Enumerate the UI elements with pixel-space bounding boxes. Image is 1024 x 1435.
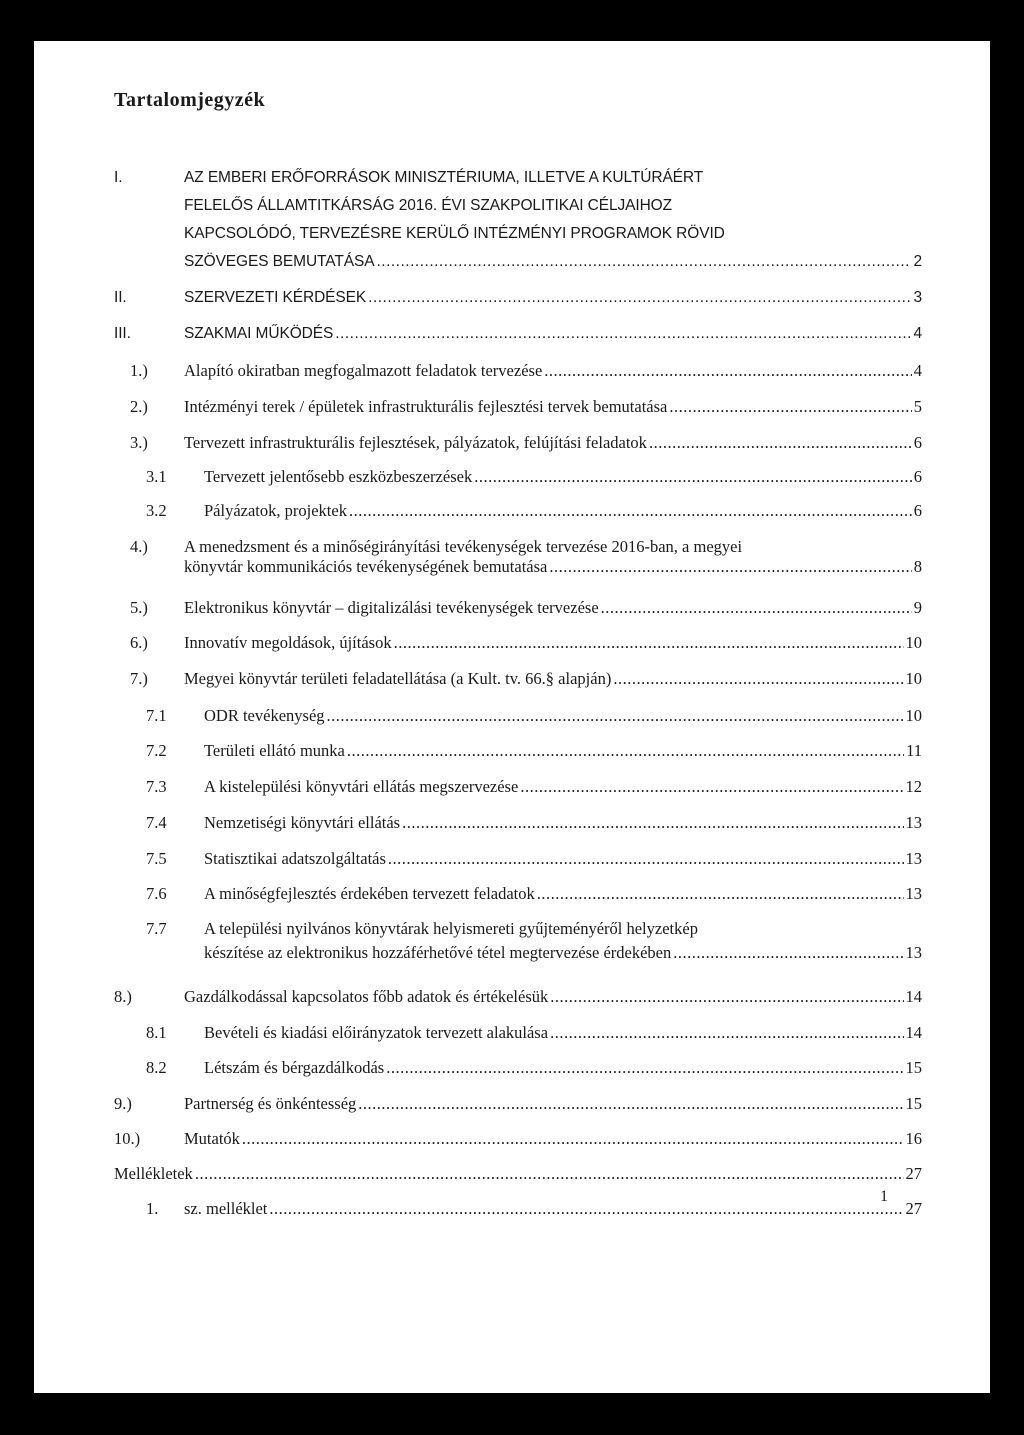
toc-entry-last-line bbox=[204, 1023, 922, 1043]
toc-entry-last-line bbox=[184, 433, 922, 453]
toc-entry-title: Intézményi terek / épületek infrastrukturális fejlesztési tervek bemutatása bbox=[184, 397, 668, 416]
toc-entry-last-line bbox=[184, 633, 922, 653]
toc-entry-last-line bbox=[184, 669, 922, 689]
toc-entry-title: Megyei könyvtár területi feladatellátása (a Kult. tv. 66.§ alapján) bbox=[184, 669, 612, 688]
toc-entry-last-line bbox=[184, 397, 922, 417]
toc-entry-title: készítése az elektronikus hozzáférhetővé tétel megtervezése érdekében bbox=[204, 943, 672, 962]
toc-dot-leader bbox=[520, 777, 903, 797]
toc-dot-leader bbox=[335, 324, 911, 344]
toc-entry-page: 14 bbox=[905, 987, 922, 1006]
toc-entry-last-line bbox=[204, 813, 922, 833]
toc-entry-last-line bbox=[184, 1129, 922, 1149]
toc-entry[interactable] bbox=[130, 633, 922, 653]
toc-entry-number: 6.) bbox=[130, 633, 148, 652]
toc-entry-page: 27 bbox=[905, 1199, 922, 1218]
toc-dot-leader bbox=[269, 1199, 903, 1219]
toc-entry-page: 13 bbox=[905, 943, 922, 962]
toc-entry-number: 1.) bbox=[130, 361, 148, 380]
toc-dot-leader bbox=[673, 943, 903, 963]
toc-entry[interactable] bbox=[114, 1094, 922, 1114]
toc-entry-number: 1. bbox=[146, 1199, 159, 1218]
toc-entry[interactable] bbox=[146, 777, 922, 797]
toc-entry-title: Mellékletek bbox=[114, 1164, 193, 1183]
toc-entry[interactable] bbox=[130, 361, 922, 381]
toc-entry-title: Bevételi és kiadási előirányzatok tervezett alakulása bbox=[204, 1023, 549, 1042]
toc-entry-number: 10.) bbox=[114, 1129, 141, 1148]
toc-entry-number: 7.3 bbox=[146, 777, 167, 796]
toc-dot-leader bbox=[347, 741, 904, 761]
toc-entry-text-line: KAPCSOLÓDÓ, TERVEZÉSRE KERÜLŐ INTÉZMÉNYI PROGRAMOK RÖVID bbox=[184, 225, 725, 242]
toc-entry[interactable] bbox=[146, 467, 922, 487]
toc-entry[interactable] bbox=[146, 813, 922, 833]
toc-entry-text-line: AZ EMBERI ERŐFORRÁSOK MINISZTÉRIUMA, ILLETVE A KULTÚRÁÉRT bbox=[184, 169, 704, 186]
toc-entry-page: 16 bbox=[905, 1129, 922, 1148]
toc-entry-page: 3 bbox=[913, 289, 922, 306]
toc-entry-title: A kistelepülési könyvtári ellátás megszervezése bbox=[204, 777, 519, 796]
toc-entry-page: 13 bbox=[905, 813, 922, 832]
toc-entry-title: Statisztikai adatszolgáltatás bbox=[204, 849, 386, 868]
toc-entry-last-line bbox=[184, 1199, 922, 1219]
toc-dot-leader bbox=[613, 669, 903, 689]
toc-entry-last-line bbox=[204, 884, 922, 904]
toc-entry-last-line bbox=[184, 557, 922, 577]
toc-entry-number: I. bbox=[114, 169, 123, 186]
toc-entry-page: 13 bbox=[905, 849, 922, 868]
toc-entry-last-line bbox=[184, 288, 922, 308]
toc-entry[interactable] bbox=[146, 706, 922, 726]
toc-entry[interactable] bbox=[146, 501, 922, 521]
toc-entry-page: 10 bbox=[905, 669, 922, 688]
toc-dot-leader bbox=[549, 557, 911, 577]
toc-entry-title: Alapító okiratban megfogalmazott feladatok tervezése bbox=[184, 361, 543, 380]
document-page bbox=[34, 41, 990, 1393]
toc-entry-title: SZAKMAI MŰKÖDÉS bbox=[184, 325, 334, 342]
toc-entry-last-line bbox=[204, 467, 922, 487]
toc-entry[interactable] bbox=[146, 1199, 922, 1219]
toc-dot-leader bbox=[349, 501, 912, 521]
toc-dot-leader bbox=[669, 397, 911, 417]
toc-dot-leader bbox=[195, 1164, 904, 1184]
toc-entry-title: Mutatók bbox=[184, 1129, 240, 1148]
toc-entry-number: 3.2 bbox=[146, 501, 167, 520]
toc-entry-number: 8.2 bbox=[146, 1058, 167, 1077]
toc-entry[interactable] bbox=[114, 288, 922, 308]
toc-entry-number: 8.1 bbox=[146, 1023, 167, 1042]
toc-entry-title: sz. melléklet bbox=[184, 1199, 268, 1218]
toc-entry-page: 11 bbox=[906, 741, 922, 760]
toc-dot-leader bbox=[537, 884, 904, 904]
toc-entry-page: 13 bbox=[905, 884, 922, 903]
toc-dot-leader bbox=[388, 849, 904, 869]
toc-entry-number: 9.) bbox=[114, 1094, 132, 1113]
toc-entry[interactable] bbox=[146, 884, 922, 904]
toc-entry[interactable] bbox=[114, 168, 922, 272]
toc-entry-number: 7.2 bbox=[146, 741, 167, 760]
toc-entry-last-line bbox=[204, 849, 922, 869]
toc-entry-number: 4.) bbox=[130, 537, 148, 556]
toc-dot-leader bbox=[601, 598, 912, 618]
toc-dot-leader bbox=[474, 467, 912, 487]
toc-dot-leader bbox=[242, 1129, 904, 1149]
toc-entry-title: Nemzetiségi könyvtári ellátás bbox=[204, 813, 401, 832]
toc-entry-title: Elektronikus könyvtár – digitalizálási tevékenységek tervezése bbox=[184, 598, 599, 617]
toc-entry-page: 6 bbox=[913, 433, 922, 452]
toc-entry-number: 7.4 bbox=[146, 813, 167, 832]
toc-entry-number: 7.6 bbox=[146, 884, 167, 903]
toc-entry-last-line bbox=[184, 361, 922, 381]
toc-entry-page: 5 bbox=[913, 397, 922, 416]
toc-entry-number: 5.) bbox=[130, 598, 148, 617]
toc-entry[interactable] bbox=[114, 1129, 922, 1149]
toc-entry[interactable] bbox=[146, 1023, 922, 1043]
toc-entry-last-line bbox=[204, 777, 922, 797]
toc-entry-title: Tervezett jelentősebb eszközbeszerzések bbox=[204, 467, 473, 486]
toc-dot-leader bbox=[649, 433, 912, 453]
toc-entry-text-line: FELELŐS ÁLLAMTITKÁRSÁG 2016. ÉVI SZAKPOLITIKAI CÉLJAIHOZ bbox=[184, 197, 672, 214]
toc-entry[interactable] bbox=[146, 741, 922, 761]
toc-dot-leader bbox=[394, 633, 904, 653]
toc-entry-number: 8.) bbox=[114, 987, 132, 1006]
toc-entry-page: 9 bbox=[913, 598, 922, 617]
toc-entry[interactable] bbox=[130, 433, 922, 453]
toc-entry-page: 12 bbox=[905, 777, 922, 796]
toc-entry-title: Tervezett infrastrukturális fejlesztések, pályázatok, felújítási feladatok bbox=[184, 433, 647, 452]
toc-entry-number: 7.7 bbox=[146, 919, 167, 938]
toc-entry-last-line bbox=[184, 598, 922, 618]
page-number: 1 bbox=[880, 1188, 888, 1205]
toc-dot-leader bbox=[544, 361, 911, 381]
toc-entry[interactable] bbox=[114, 324, 922, 344]
toc-entry-title: ODR tevékenység bbox=[204, 706, 325, 725]
toc-entry-number: 7.1 bbox=[146, 706, 167, 725]
toc-entry[interactable] bbox=[114, 1164, 922, 1184]
toc-entry-page: 27 bbox=[905, 1164, 922, 1183]
toc-entry[interactable] bbox=[130, 397, 922, 417]
toc-entry-page: 6 bbox=[913, 467, 922, 486]
toc-entry-number: 7.) bbox=[130, 669, 148, 688]
toc-entry-page: 8 bbox=[913, 557, 922, 576]
toc-entry[interactable] bbox=[130, 669, 922, 689]
toc-entry-title: Partnerség és önkéntesség bbox=[184, 1094, 357, 1113]
toc-entry-page: 15 bbox=[905, 1094, 922, 1113]
toc-entry-last-line bbox=[204, 1058, 922, 1078]
toc-entry[interactable] bbox=[146, 919, 922, 963]
toc-entry[interactable] bbox=[130, 537, 922, 577]
toc-entry-number: II. bbox=[114, 289, 127, 306]
toc-entry-title: A minőségfejlesztés érdekében tervezett feladatok bbox=[204, 884, 535, 903]
toc-dot-leader bbox=[550, 1023, 903, 1043]
toc-entry-text-line: A menedzsment és a minőségirányítási tevékenységek tervezése 2016-ban, a megyei bbox=[184, 537, 743, 556]
toc-dot-leader bbox=[376, 252, 911, 272]
toc-entry-text-line: A települési nyilvános könyvtárak helyismereti gyűjteményéről helyzetkép bbox=[204, 919, 698, 938]
toc-entry-title: Innovatív megoldások, újítások bbox=[184, 633, 392, 652]
toc-entry-page: 2 bbox=[913, 253, 922, 270]
toc-entry-page: 4 bbox=[913, 325, 922, 342]
toc-entry-number: III. bbox=[114, 325, 131, 342]
toc-title: Tartalomjegyzék bbox=[114, 89, 266, 111]
toc-entry-title: SZÖVEGES BEMUTATÁSA bbox=[184, 253, 375, 270]
toc-entry-last-line bbox=[204, 741, 922, 761]
toc-entry[interactable] bbox=[146, 1058, 922, 1078]
toc-entry-title: Gazdálkodással kapcsolatos főbb adatok és értékelésük bbox=[184, 987, 549, 1006]
toc-entry-title: könyvtár kommunikációs tevékenységének bemutatása bbox=[184, 557, 548, 576]
toc-entry-page: 6 bbox=[913, 501, 922, 520]
toc-entry-last-line bbox=[184, 987, 922, 1007]
toc-entry-last-line bbox=[204, 501, 922, 521]
toc-dot-leader bbox=[368, 288, 911, 308]
toc-entry[interactable] bbox=[130, 598, 922, 618]
toc-entry[interactable] bbox=[114, 987, 922, 1007]
toc-dot-leader bbox=[358, 1094, 903, 1114]
toc-entry[interactable] bbox=[146, 849, 922, 869]
toc-entry-last-line bbox=[184, 324, 922, 344]
toc-entry-title: Létszám és bérgazdálkodás bbox=[204, 1058, 385, 1077]
toc-entry-page: 15 bbox=[905, 1058, 922, 1077]
toc-entry-number: 7.5 bbox=[146, 849, 167, 868]
toc-entry-page: 10 bbox=[905, 633, 922, 652]
toc-entry-last-line bbox=[204, 943, 922, 963]
toc-entry-page: 4 bbox=[913, 361, 922, 380]
toc-entry-number: 3.1 bbox=[146, 467, 167, 486]
toc-entry-page: 14 bbox=[905, 1023, 922, 1042]
toc-entry-last-line bbox=[184, 252, 922, 272]
toc-dot-leader bbox=[402, 813, 903, 833]
toc-dot-leader bbox=[327, 706, 904, 726]
toc-entry-title: Pályázatok, projektek bbox=[204, 501, 347, 520]
toc-entry-last-line bbox=[204, 706, 922, 726]
toc-entry-number: 3.) bbox=[130, 433, 148, 452]
toc-entry-last-line bbox=[184, 1094, 922, 1114]
toc-dot-leader bbox=[386, 1058, 903, 1078]
toc-entry-title: SZERVEZETI KÉRDÉSEK bbox=[184, 289, 367, 306]
toc-entry-number: 2.) bbox=[130, 397, 148, 416]
toc-entry-page: 10 bbox=[905, 706, 922, 725]
toc-entry-last-line bbox=[114, 1164, 922, 1184]
toc-dot-leader bbox=[550, 987, 903, 1007]
toc-entry-title: Területi ellátó munka bbox=[204, 741, 345, 760]
